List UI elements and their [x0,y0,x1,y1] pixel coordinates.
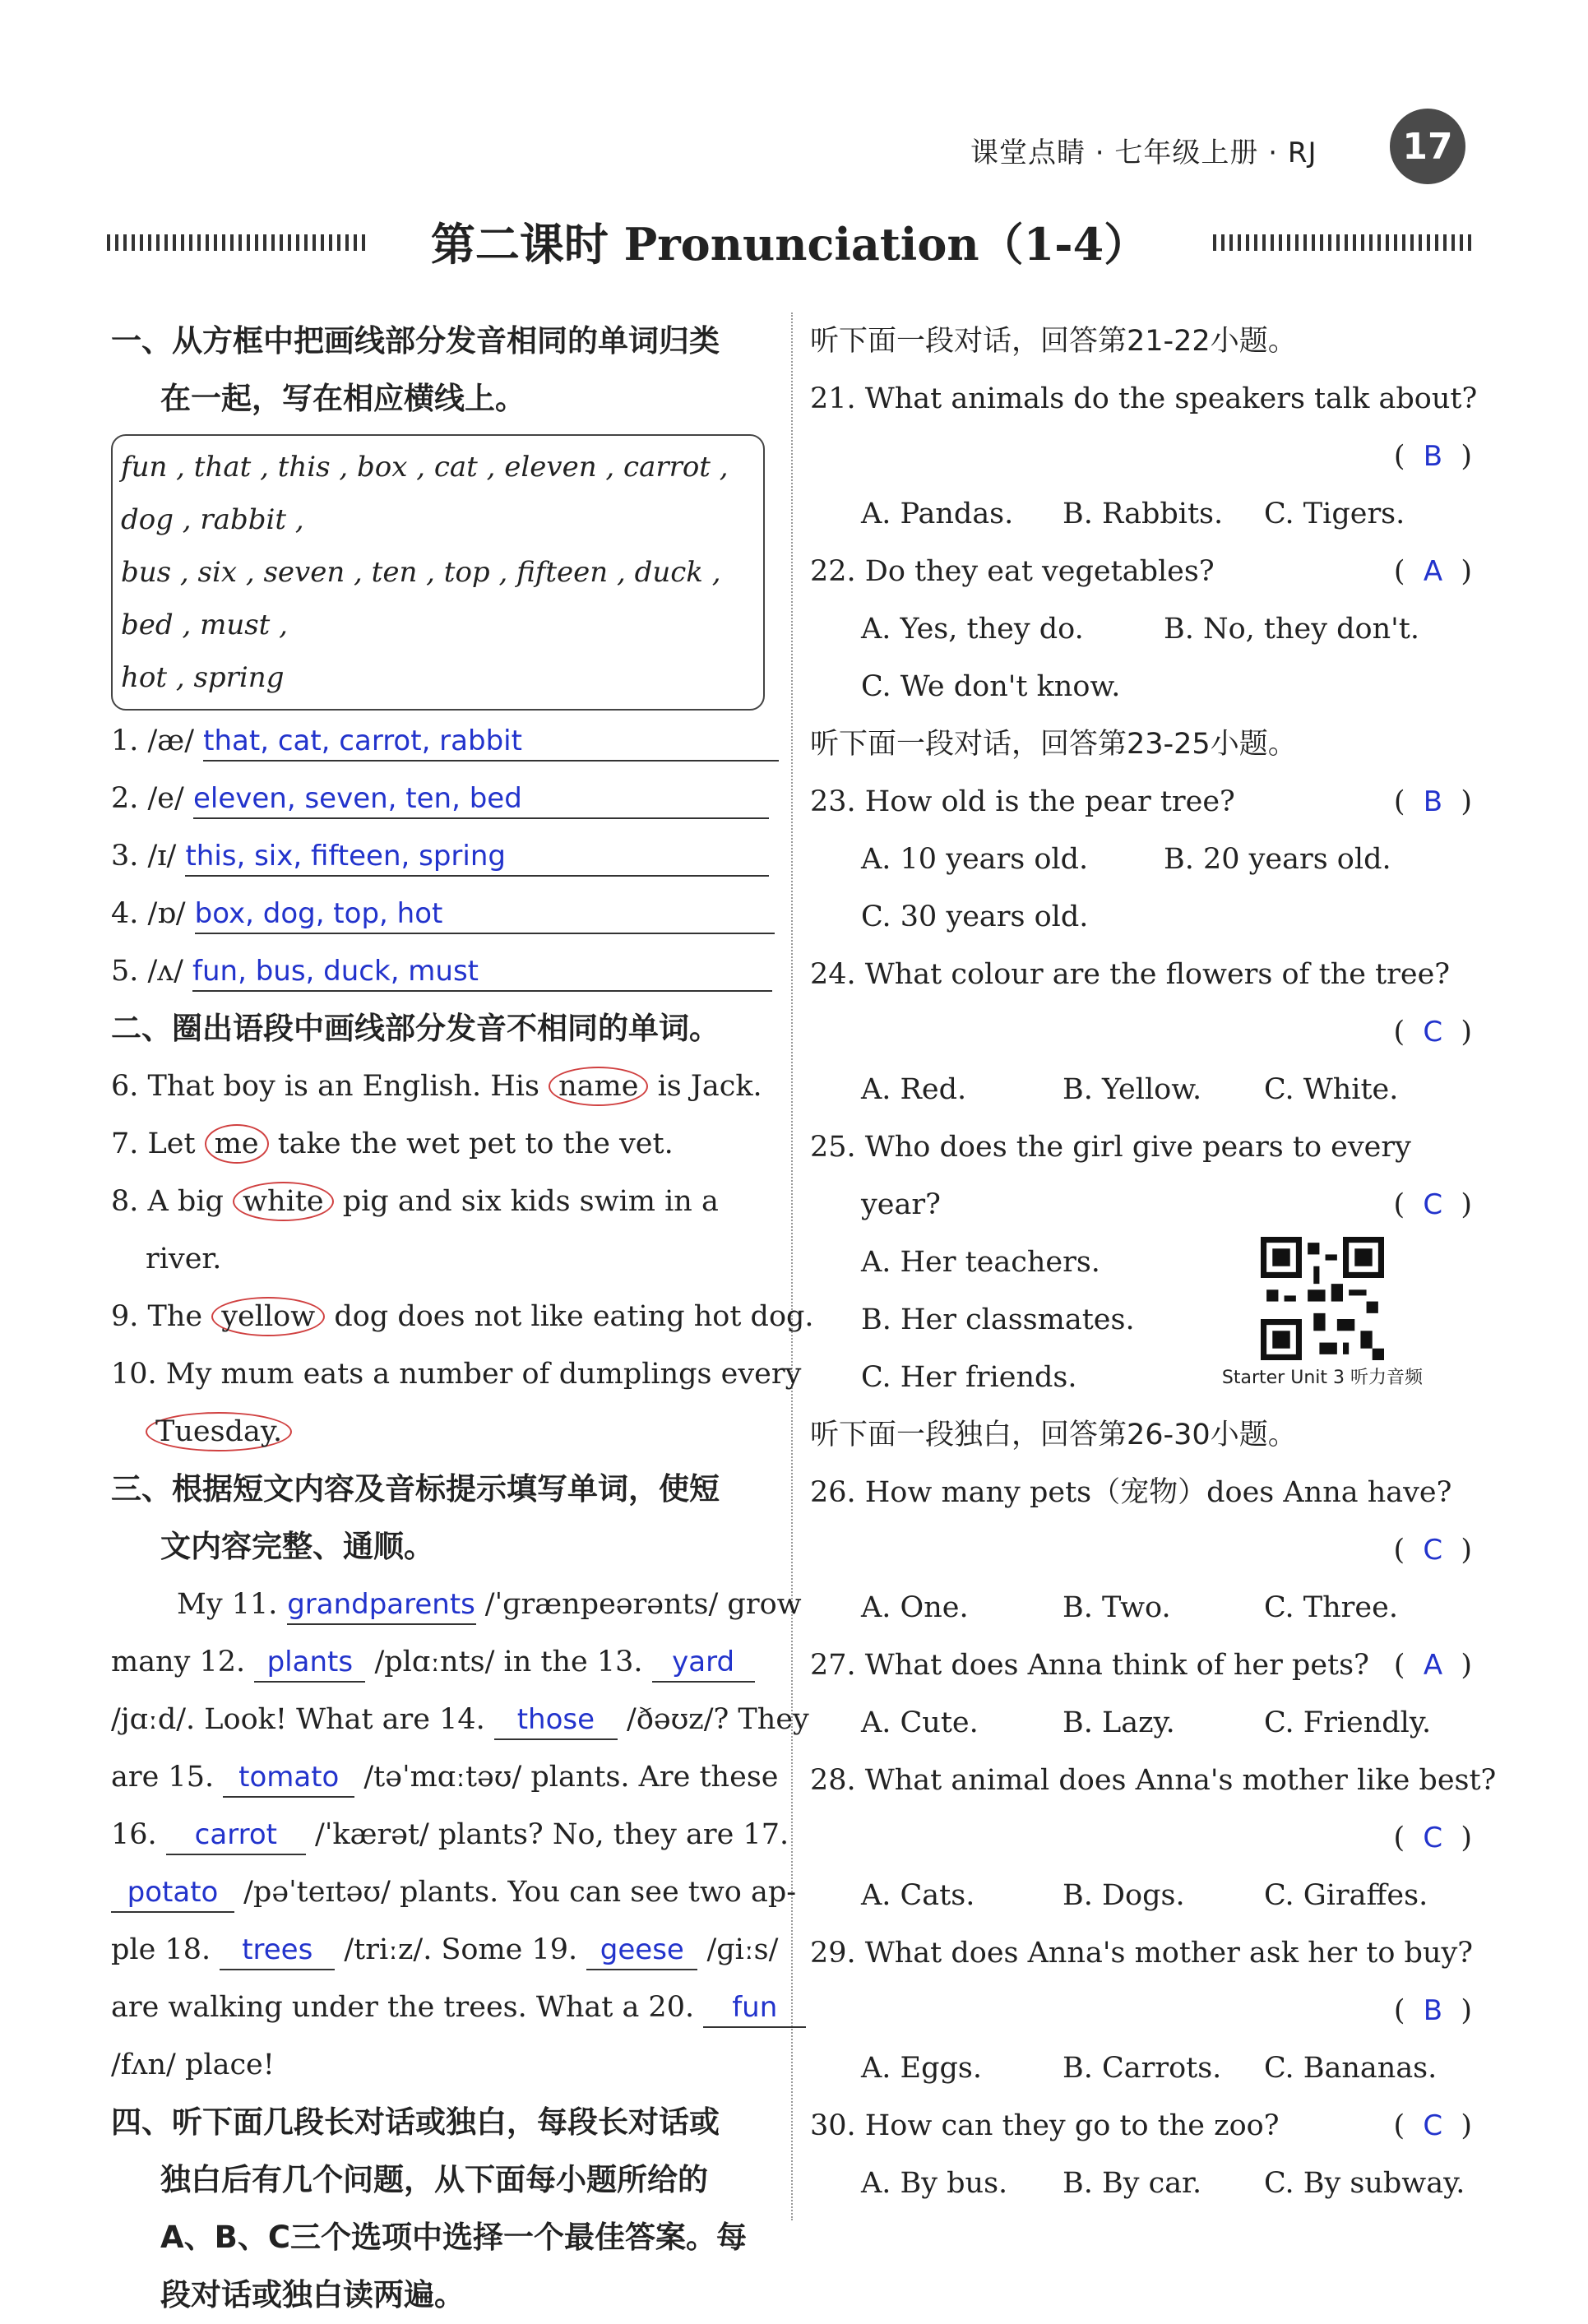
q8-text: 8. A big [111,1185,224,1218]
passage-text: many 12. [111,1646,246,1678]
answer-bracket-25: ( C ) [1393,1188,1472,1221]
option-b[interactable]: B. Her classmates. [861,1303,1135,1336]
passage-text: /təˈmɑːtəʊ/ plants. Are these [363,1761,779,1794]
question-26: 26. How many pets（宠物）does Anna have? [810,1476,1452,1509]
qr-caption: Starter Unit 3 听力音频 [1221,1368,1423,1388]
answer-bracket-24: ( C ) [1393,1016,1472,1049]
phoneme-item [111,885,769,942]
question-10: 10. My mum eats a number of dumplings every [111,1358,802,1391]
section-4-title-line: 四、听下面几段长对话或独白，每段长对话或 [111,2104,720,2140]
passage-text: /ðəʊz/? They [627,1703,809,1736]
passage-line [111,1576,802,1633]
question-21: 21. What animals do the speakers talk about? [810,382,1478,415]
phoneme-label: 3. /ɪ/ [111,840,177,873]
question-28: 28. What animal does Anna's mother like best? [810,1764,1497,1797]
page-number-badge: 17 [1390,109,1465,184]
question-23 [810,773,1472,831]
passage-line [111,1921,779,1979]
option-a[interactable]: A. Yes, they do. [861,613,1084,646]
option-a[interactable]: A. Eggs. [861,2052,982,2085]
options-23 [810,831,1472,888]
circled-answer[interactable]: Tuesday. [146,1412,292,1451]
passage-text: /ˈɡrænpeərənts/ grow [484,1588,802,1621]
question-text: 27. What does Anna think of her pets? [810,1649,1369,1682]
blank-16[interactable]: carrot [166,1816,306,1855]
passage-text: /ˈkærət/ plants? No, they are 17. [314,1818,789,1851]
passage-line [111,1806,789,1863]
answer-field[interactable]: fun, bus, duck, must [192,952,772,992]
question-9 [111,1288,814,1345]
answer-choice[interactable]: A [1423,1649,1443,1682]
answer-bracket-28: ( C ) [1393,1822,1472,1854]
passage-line [111,1863,797,1921]
phoneme-label: 4. /ɒ/ [111,897,186,930]
option-c[interactable]: C. Giraffes. [1264,1879,1428,1912]
answer-bracket-23: ( B ) [1393,785,1472,818]
right-column [810,312,1497,2212]
option-b[interactable]: B. Carrots. [1063,2052,1222,2085]
option-b[interactable]: B. Lazy. [1063,1706,1175,1739]
phoneme-item [111,712,769,770]
passage-text: /triːz/. Some 19. [344,1933,578,1966]
answer-bracket-26: ( C ) [1393,1534,1472,1567]
qr-code-icon[interactable] [1261,1237,1384,1360]
answer-choice[interactable]: B [1423,1994,1443,2027]
option-c[interactable]: C. White. [1264,1073,1399,1106]
option-a[interactable]: A. Pandas. [861,498,1014,530]
column-divider [791,312,793,2220]
question-29: 29. What does Anna's mother ask her to buy? [810,1937,1474,1970]
passage-text: are 15. [111,1761,215,1794]
section-1-title-line1: 一、从方框中把画线部分发音相同的单词归类 [111,323,720,359]
option-a[interactable]: A. Red. [861,1073,967,1106]
option-a[interactable]: A. One. [861,1591,969,1624]
question-27 [810,1637,1472,1694]
answer-bracket-21: ( B ) [1393,440,1472,473]
section-4-title-line: 段对话或独白读两遍。 [160,2277,465,2312]
question-text: 23. How old is the pear tree? [810,785,1235,818]
question-30 [810,2097,1472,2155]
passage-line: /fʌn/ place! [111,2049,275,2081]
blank-18[interactable]: trees [220,1931,335,1970]
section-1-title-line2: 在一起，写在相应横线上。 [160,381,525,416]
section-3-title-line1: 三、根据短文内容及音标提示填写单词，使短 [111,1471,720,1507]
monologue-intro: 听下面一段独白，回答第26-30小题。 [810,1419,1297,1451]
phoneme-list [111,712,769,1000]
lesson-title-bar [107,210,1472,275]
passage-line [111,1691,809,1748]
question-25: 25. Who does the girl give pears to every [810,1131,1411,1164]
option-c[interactable]: C. We don't know. [861,670,1121,703]
answer-choice[interactable]: A [1423,555,1443,588]
circled-answer[interactable]: me [205,1124,269,1164]
blank-13[interactable]: yard [652,1643,755,1683]
q9-text: 9. The [111,1300,203,1333]
section-3-heading [111,1461,769,1576]
passage-text: ple 18. [111,1933,211,1966]
passage-text: /plɑːnts/ in the 13. [374,1646,643,1678]
q6-text: 6. That boy is an English. His [111,1070,539,1103]
answer-row-21 [810,428,1472,485]
option-c[interactable]: C. By subway. [1264,2167,1465,2200]
question-7 [111,1115,769,1173]
passage-line [111,1979,778,2036]
blank-11[interactable]: grandparents [287,1586,476,1625]
answer-choice[interactable]: B [1423,785,1443,818]
passage-line [111,1748,779,1806]
phoneme-label: 1. /æ/ [111,725,195,757]
section-2-heading [111,1000,769,1058]
blank-15[interactable]: tomato [223,1758,354,1798]
answer-choice[interactable]: B [1423,440,1443,473]
answer-choice[interactable]: C [1423,1822,1443,1854]
phoneme-item [111,827,769,885]
options-22 [810,600,1472,658]
answer-field[interactable]: eleven, seven, ten, bed [193,780,769,819]
passage-text: /ɡiːs/ [706,1933,779,1966]
option-c[interactable]: C. Bananas. [1264,2052,1438,2085]
phoneme-label: 2. /e/ [111,782,184,815]
answer-choice[interactable]: C [1423,1188,1443,1221]
question-text: year? [861,1188,941,1221]
lesson-title: 第二课时 Pronunciation（1-4） [430,218,1149,271]
answer-row-24 [810,1003,1472,1061]
option-b[interactable]: B. No, they don't. [1164,613,1419,646]
option-a[interactable]: A. 10 years old. [861,843,1089,876]
passage-text: /jɑːd/. Look! What are 14. [111,1703,485,1736]
blank-20[interactable]: fun [703,1988,806,2028]
question-8-cont: river. [146,1243,222,1275]
q7-text: 7. Let [111,1127,196,1160]
word-box-line: fun , that , this , box , cat , eleven , carrot , dog , rabbit , [121,451,729,536]
options-30 [810,2155,1472,2212]
answer-field[interactable]: box, dog, top, hot [195,895,775,934]
q9-text-end: dog does not like eating hot dog. [334,1300,814,1333]
word-box-line: hot , spring [121,661,285,694]
answer-row-28 [810,1809,1472,1867]
circled-answer[interactable]: white [233,1182,333,1221]
option-a[interactable]: A. Her teachers. [861,1246,1100,1279]
option-c[interactable]: C. Friendly. [1264,1706,1432,1739]
phoneme-item [111,942,769,1000]
question-22 [810,543,1472,600]
answer-field[interactable]: this, six, fifteen, spring [185,837,769,877]
passage-line [111,1633,769,1691]
option-c[interactable]: C. Three. [1264,1591,1398,1624]
options-24 [810,1061,1472,1118]
left-column [111,312,814,2324]
options-27 [810,1694,1472,1752]
word-box-line: bus , six , seven , ten , top , fifteen , duck , bed , must , [121,556,721,641]
options-25-block [810,1234,1472,1406]
answer-bracket-22: ( A ) [1393,555,1472,588]
option-a[interactable]: A. Cats. [861,1879,975,1912]
options-21 [810,485,1472,543]
option-b[interactable]: B. Dogs. [1063,1879,1185,1912]
options-29 [810,2039,1472,2097]
q7-text-end: take the wet pet to the vet. [277,1127,674,1160]
dialogue-intro-1: 听下面一段对话，回答第21-22小题。 [810,325,1297,358]
blank-12[interactable]: plants [254,1643,365,1683]
passage [111,1576,809,2094]
phoneme-label: 5. /ʌ/ [111,955,183,988]
running-header: 课堂点睛 · 七年级上册 · RJ [970,137,1317,169]
word-box [111,434,765,711]
q6-text-end: is Jack. [657,1070,762,1103]
passage-text: are walking under the trees. What a 20. [111,1991,695,2024]
option-b[interactable]: B. Two. [1063,1591,1171,1624]
option-c[interactable]: C. Her friends. [861,1361,1077,1394]
question-6 [111,1058,769,1115]
blank-17[interactable]: potato [111,1873,234,1913]
option-c[interactable]: C. Tigers. [1264,498,1405,530]
question-10-cont [111,1403,769,1461]
answer-bracket-27: ( A ) [1393,1649,1472,1682]
answer-choice[interactable]: C [1423,1016,1443,1049]
section-4-title-line: A、B、C三个选项中选择一个最佳答案。每 [160,2220,747,2255]
option-b[interactable]: B. 20 years old. [1164,843,1391,876]
options-28 [810,1867,1472,1924]
circled-answer[interactable]: yellow [211,1297,325,1336]
option-b[interactable]: B. Rabbits. [1063,498,1224,530]
question-8 [111,1173,769,1230]
blank-14[interactable]: those [494,1701,618,1740]
option-b[interactable]: B. Yellow. [1063,1073,1202,1106]
passage-text: /pəˈteɪtəʊ/ plants. You can see two ap- [243,1876,797,1909]
option-b[interactable]: B. By car. [1063,2167,1202,2200]
question-text: 30. How can they go to the zoo? [810,2109,1280,2142]
circled-answer[interactable]: name [549,1067,648,1106]
answer-field[interactable]: that, cat, carrot, rabbit [203,722,779,762]
answer-row-26 [810,1521,1472,1579]
qr-block [1222,1237,1423,1389]
question-text: 22. Do they eat vegetables? [810,555,1215,588]
dialogue-intro-2: 听下面一段对话，回答第23-25小题。 [810,728,1297,761]
answer-choice[interactable]: C [1423,1534,1443,1567]
section-4-title-line: 独白后有几个问题，从下面每小题所给的 [160,2162,708,2197]
passage-text: 16. [111,1818,157,1851]
passage-text: My 11. [177,1588,278,1621]
option-a[interactable]: A. By bus. [861,2167,1008,2200]
section-2-title: 二、圈出语段中画线部分发音不相同的单词。 [111,1011,720,1046]
answer-choice[interactable]: C [1423,2109,1443,2142]
section-3-title-line2: 文内容完整、通顺。 [160,1529,434,1564]
q8-text-end: pig and six kids swim in a [342,1185,719,1218]
option-c[interactable]: C. 30 years old. [861,900,1089,933]
answer-bracket-29: ( B ) [1393,1994,1472,2027]
option-a[interactable]: A. Cute. [861,1706,979,1739]
section-1-heading [111,312,769,428]
answer-bracket-30: ( C ) [1393,2109,1472,2142]
question-24: 24. What colour are the flowers of the tree? [810,958,1451,991]
options-26 [810,1579,1472,1637]
answer-row-29 [810,1982,1472,2039]
question-25-cont [810,1176,1472,1234]
phoneme-item [111,770,769,827]
blank-19[interactable]: geese [586,1931,697,1970]
section-4-heading [111,2094,769,2324]
